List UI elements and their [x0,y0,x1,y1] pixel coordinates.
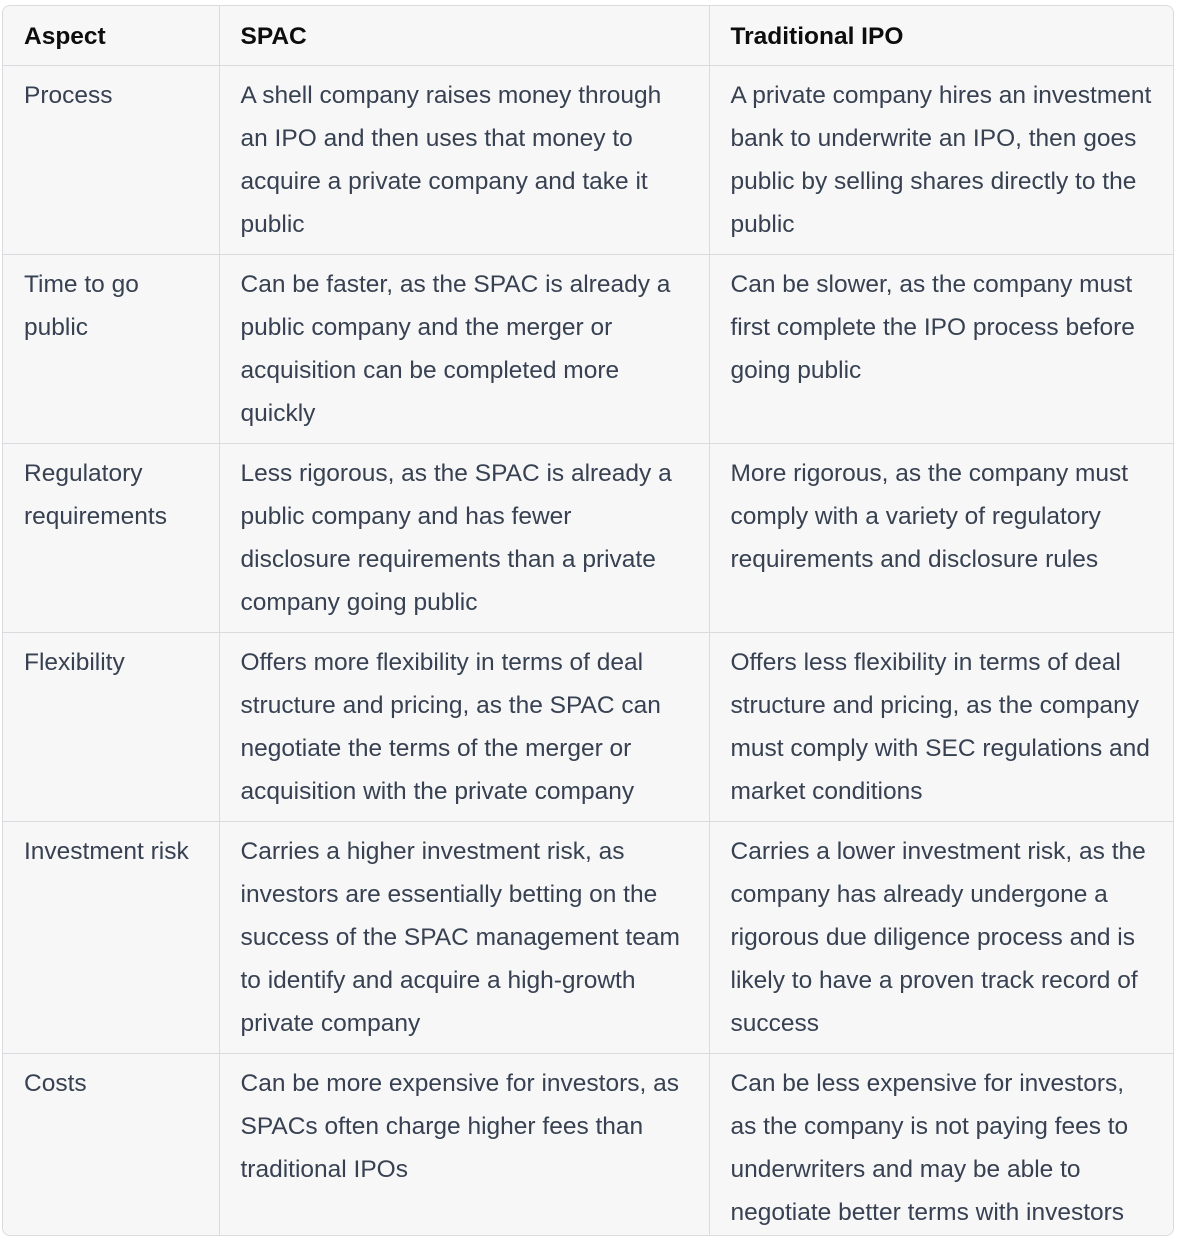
spac-cell: Can be more expensive for investors, as SPACs often charge higher fees than traditional IPOs [219,1054,709,1237]
aspect-cell: Flexibility [3,633,219,822]
header-aspect: Aspect [3,6,219,66]
table-header [3,6,1173,66]
table-row [3,255,1173,444]
aspect-cell: Costs [3,1054,219,1237]
aspect-cell: Investment risk [3,822,219,1054]
ipo-cell: Offers less flexibility in terms of deal structure and pricing, as the company must comply with SEC regulations and market conditions [709,633,1173,822]
header-spac: SPAC [219,6,709,66]
aspect-cell: Process [3,66,219,255]
comparison-table [3,6,1173,1236]
spac-cell: Can be faster, as the SPAC is already a public company and the merger or acquisition can be completed more quickly [219,255,709,444]
table-row [3,1054,1173,1237]
ipo-cell: Can be less expensive for investors, as the company is not paying fees to underwriters and may be able to negotiate better terms with investors [709,1054,1173,1237]
ipo-cell: Carries a lower investment risk, as the company has already undergone a rigorous due diligence process and is likely to have a proven track record of success [709,822,1173,1054]
table-row [3,444,1173,633]
table-body [3,66,1173,1237]
spac-cell: Less rigorous, as the SPAC is already a public company and has fewer disclosure requirements than a private company going public [219,444,709,633]
table-row [3,822,1173,1054]
spac-cell: A shell company raises money through an IPO and then uses that money to acquire a private company and take it public [219,66,709,255]
header-row [3,6,1173,66]
comparison-table-container [2,5,1174,1236]
ipo-cell: More rigorous, as the company must comply with a variety of regulatory requirements and disclosure rules [709,444,1173,633]
spac-cell: Carries a higher investment risk, as investors are essentially betting on the success of the SPAC management team to identify and acquire a high-growth private company [219,822,709,1054]
ipo-cell: Can be slower, as the company must first complete the IPO process before going public [709,255,1173,444]
ipo-cell: A private company hires an investment bank to underwrite an IPO, then goes public by selling shares directly to the public [709,66,1173,255]
table-row [3,66,1173,255]
table-row [3,633,1173,822]
header-traditional-ipo: Traditional IPO [709,6,1173,66]
spac-cell: Offers more flexibility in terms of deal structure and pricing, as the SPAC can negotiate the terms of the merger or acquisition with the private company [219,633,709,822]
aspect-cell: Regulatory requirements [3,444,219,633]
aspect-cell: Time to go public [3,255,219,444]
